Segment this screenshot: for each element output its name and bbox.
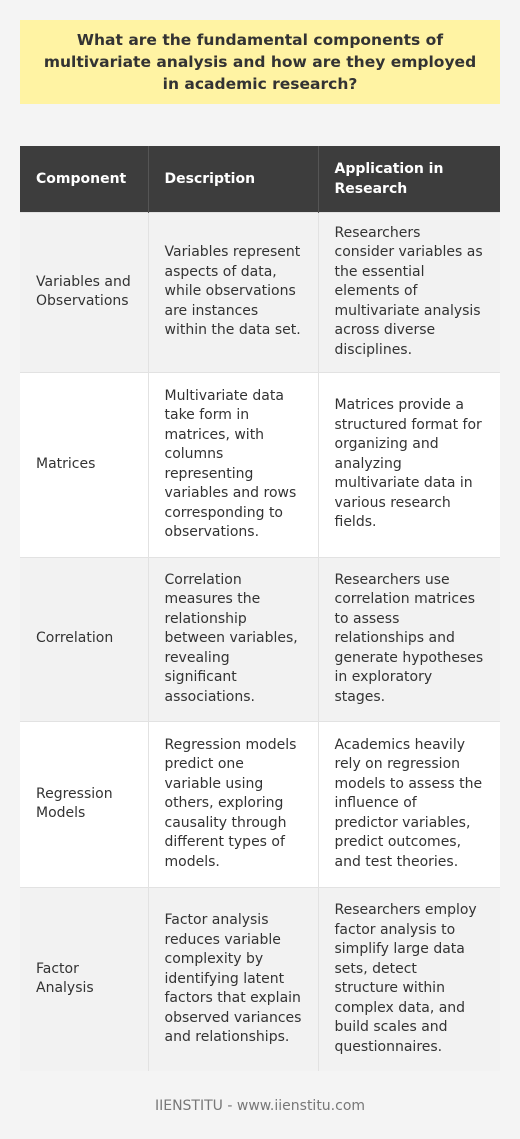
table-row bbox=[20, 557, 500, 721]
cell-description: Regression models predict one variable using others, exploring causality through different types of models. bbox=[148, 721, 318, 887]
cell-application: Researchers use correlation matrices to assess relationships and generate hypotheses in exploratory stages. bbox=[318, 557, 500, 721]
cell-component: Regression Models bbox=[20, 721, 148, 887]
header-component: Component bbox=[20, 146, 148, 212]
cell-application: Matrices provide a structured format for organizing and analyzing multivariate data in various research fields. bbox=[318, 372, 500, 557]
footer-credit: IIENSTITU - www.iienstitu.com bbox=[154, 1098, 366, 1114]
cell-component: Matrices bbox=[20, 372, 148, 557]
cell-application: Researchers consider variables as the essential elements of multivariate analysis across diverse disciplines. bbox=[318, 212, 500, 372]
page-title: What are the fundamental components of multivariate analysis and how are they employed in academic research? bbox=[43, 31, 477, 93]
table-header bbox=[20, 146, 500, 212]
cell-component: Correlation bbox=[20, 557, 148, 721]
cell-description: Factor analysis reduces variable complexity by identifying latent factors that explain observed variances and relationships. bbox=[148, 887, 318, 1071]
cell-component: Variables and Observations bbox=[20, 212, 148, 372]
table-row bbox=[20, 721, 500, 887]
cell-description: Correlation measures the relationship between variables, revealing significant associations. bbox=[148, 557, 318, 721]
cell-description: Multivariate data take form in matrices, with columns representing variables and rows corresponding to observations. bbox=[148, 372, 318, 557]
table-row bbox=[20, 212, 500, 372]
header-row bbox=[20, 146, 500, 212]
components-table bbox=[20, 146, 500, 1071]
title-banner bbox=[20, 20, 500, 104]
table-row bbox=[20, 887, 500, 1071]
header-application: Application in Research bbox=[318, 146, 500, 212]
table-body bbox=[20, 212, 500, 1071]
cell-description: Variables represent aspects of data, while observations are instances within the data set. bbox=[148, 212, 318, 372]
table-row bbox=[20, 372, 500, 557]
header-description: Description bbox=[148, 146, 318, 212]
cell-component: Factor Analysis bbox=[20, 887, 148, 1071]
cell-application: Researchers employ factor analysis to simplify large data sets, detect structure within complex data, and build scales and questionnaires. bbox=[318, 887, 500, 1071]
cell-application: Academics heavily rely on regression models to assess the influence of predictor variables, predict outcomes, and test theories. bbox=[318, 721, 500, 887]
